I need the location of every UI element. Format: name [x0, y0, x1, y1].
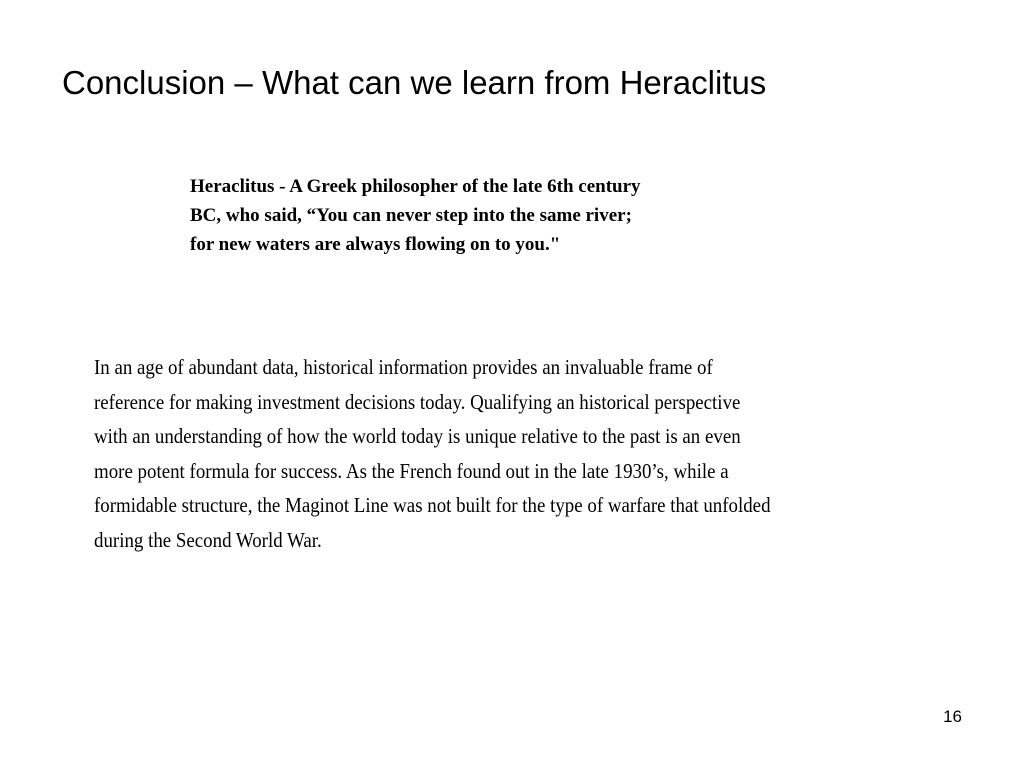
slide-page-number: 16	[943, 707, 962, 726]
paragraph-line: more potent formula for success. As the French found out in the late 1930’s, while a	[94, 458, 729, 483]
paragraph-line: with an understanding of how the world today is unique relative to the past is an even	[94, 424, 741, 448]
quote-line: Heraclitus - A Greek philosopher of the late 6th century	[190, 176, 641, 197]
quote-line: BC, who said, “You can never step into the same river;	[190, 205, 632, 226]
conclusion-paragraph	[94, 350, 868, 557]
paragraph-line: In an age of abundant data, historical information provides an invaluable frame of	[94, 355, 713, 379]
quote-line: for new waters are always flowing on to you."	[190, 234, 561, 255]
slide-title: Conclusion – What can we learn from Heraclitus	[62, 64, 767, 101]
paragraph-line: formidable structure, the Maginot Line was not built for the type of warfare that unfolded	[94, 493, 771, 517]
paragraph-line: during the Second World War.	[94, 527, 322, 552]
paragraph-line: reference for making investment decisions today. Qualifying an historical perspective	[94, 389, 741, 414]
heraclitus-quote	[190, 172, 810, 259]
